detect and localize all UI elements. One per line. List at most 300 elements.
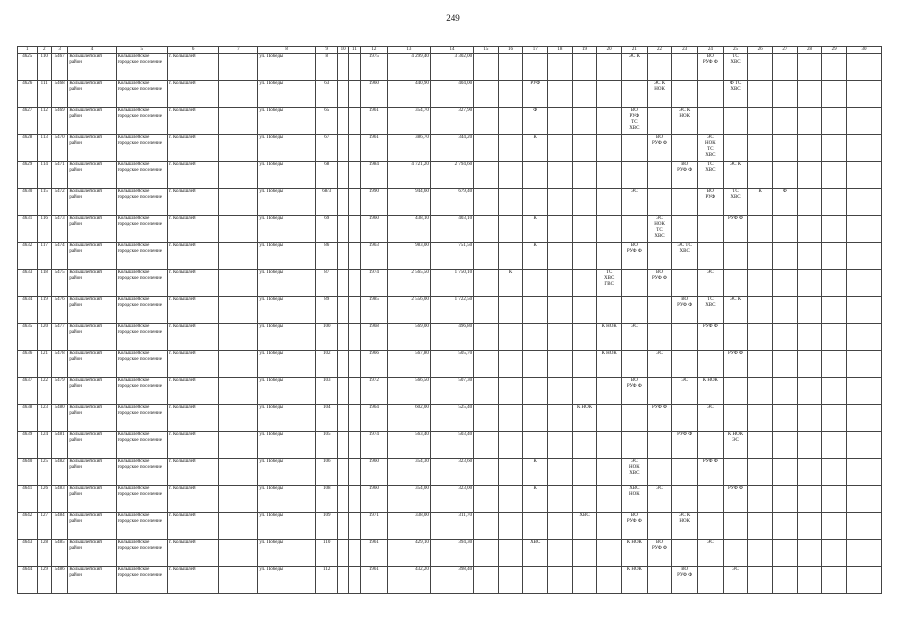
cell-col-3: 5482 xyxy=(51,459,67,486)
cell-col-21: ВО РУФ Ф xyxy=(622,243,648,270)
cell-col-22: ВО РУФ Ф xyxy=(647,270,672,297)
cell-col-19 xyxy=(572,108,597,135)
cell-col-23: ЭС ТС ХВС xyxy=(672,243,698,270)
cell-col-4: Колышлейский район xyxy=(68,486,116,513)
cell-col-8: ул. Победы xyxy=(258,567,316,594)
table-body xyxy=(18,54,882,594)
cell-col-22 xyxy=(647,189,672,216)
cell-col-9: 68 xyxy=(315,162,338,189)
cell-col-1: 4630 xyxy=(18,189,38,216)
cell-col-22 xyxy=(647,324,672,351)
table-row xyxy=(18,135,882,162)
cell-col-4: Колышлейский район xyxy=(68,54,116,81)
cell-col-21 xyxy=(622,162,648,189)
cell-col-23: ЭС К НОК xyxy=(672,513,698,540)
cell-col-29 xyxy=(822,135,847,162)
cell-col-6: г. Колышлей xyxy=(167,81,218,108)
table-row xyxy=(18,54,882,81)
cell-col-23: ВО РУФ Ф xyxy=(672,297,698,324)
cell-col-7 xyxy=(219,108,258,135)
column-header-4: 4 xyxy=(68,47,116,54)
cell-col-20: ТС ХВС ГВС xyxy=(597,270,622,297)
cell-col-7 xyxy=(219,459,258,486)
cell-col-13: 567,80 xyxy=(387,351,430,378)
cell-col-22: ЭС К НОК xyxy=(647,81,672,108)
cell-col-14: 503,40 xyxy=(430,432,473,459)
cell-col-26 xyxy=(748,378,773,405)
cell-col-20 xyxy=(597,405,622,432)
table-row xyxy=(18,567,882,594)
cell-col-28 xyxy=(797,432,822,459)
cell-col-24 xyxy=(698,351,724,378)
cell-col-2: 114 xyxy=(37,162,51,189)
cell-col-25 xyxy=(723,459,748,486)
cell-col-14: 404,00 xyxy=(430,81,473,108)
cell-col-17 xyxy=(523,162,548,189)
cell-col-14: 394,30 xyxy=(430,540,473,567)
cell-col-16 xyxy=(498,459,523,486)
cell-col-14: 403,10 xyxy=(430,216,473,243)
cell-col-16 xyxy=(498,216,523,243)
cell-col-11 xyxy=(348,540,360,567)
cell-col-9: 108 xyxy=(315,486,338,513)
cell-col-16 xyxy=(498,513,523,540)
cell-col-19 xyxy=(572,270,597,297)
cell-col-3: 5469 xyxy=(51,108,67,135)
cell-col-23 xyxy=(672,405,698,432)
cell-col-11 xyxy=(348,243,360,270)
cell-col-19 xyxy=(572,351,597,378)
cell-col-19 xyxy=(572,216,597,243)
cell-col-22 xyxy=(647,108,672,135)
cell-col-5: Колышлейское городское поселение xyxy=(116,486,167,513)
cell-col-19: К НОК xyxy=(572,405,597,432)
cell-col-25 xyxy=(723,378,748,405)
cell-col-3: 5476 xyxy=(51,297,67,324)
cell-col-16 xyxy=(498,351,523,378)
cell-col-14: 2 794,60 xyxy=(430,162,473,189)
cell-col-3: 5473 xyxy=(51,216,67,243)
cell-col-1: 4638 xyxy=(18,405,38,432)
cell-col-3: 5478 xyxy=(51,351,67,378)
cell-col-1: 4640 xyxy=(18,459,38,486)
cell-col-7 xyxy=(219,405,258,432)
cell-col-10 xyxy=(338,324,348,351)
column-header-2: 2 xyxy=(37,47,51,54)
cell-col-10 xyxy=(338,459,348,486)
cell-col-15 xyxy=(474,486,499,513)
cell-col-29 xyxy=(822,216,847,243)
column-header-7: 7 xyxy=(219,47,258,54)
table-row xyxy=(18,540,882,567)
column-header-17: 17 xyxy=(523,47,548,54)
cell-col-10 xyxy=(338,432,348,459)
cell-col-8: ул. Победы xyxy=(258,216,316,243)
cell-col-14: 398,40 xyxy=(430,567,473,594)
cell-col-11 xyxy=(348,378,360,405)
cell-col-14: 1 750,10 xyxy=(430,270,473,297)
column-header-28: 28 xyxy=(797,47,822,54)
cell-col-26 xyxy=(748,567,773,594)
cell-col-2: 121 xyxy=(37,351,51,378)
cell-col-1: 4641 xyxy=(18,486,38,513)
cell-col-21: ЭС НОК ХВС xyxy=(622,459,648,486)
cell-col-20 xyxy=(597,540,622,567)
cell-col-1: 4642 xyxy=(18,513,38,540)
cell-col-11 xyxy=(348,189,360,216)
cell-col-12: 1961 xyxy=(361,108,388,135)
cell-col-1: 4627 xyxy=(18,108,38,135)
cell-col-20 xyxy=(597,54,622,81)
cell-col-12: 1974 xyxy=(361,432,388,459)
cell-col-22 xyxy=(647,513,672,540)
cell-col-17 xyxy=(523,351,548,378)
cell-col-7 xyxy=(219,243,258,270)
cell-col-22 xyxy=(647,243,672,270)
cell-col-21: ВО РУФ Ф xyxy=(622,378,648,405)
cell-col-24: ВО РУФ xyxy=(698,189,724,216)
cell-col-5: Колышлейское городское поселение xyxy=(116,216,167,243)
column-header-30: 30 xyxy=(846,47,881,54)
column-header-19: 19 xyxy=(572,47,597,54)
cell-col-12: 1961 xyxy=(361,540,388,567)
cell-col-21 xyxy=(622,216,648,243)
cell-col-8: ул. Победы xyxy=(258,513,316,540)
cell-col-20 xyxy=(597,567,622,594)
column-header-24: 24 xyxy=(698,47,724,54)
cell-col-3: 5481 xyxy=(51,432,67,459)
cell-col-30 xyxy=(846,486,881,513)
cell-col-30 xyxy=(846,540,881,567)
cell-col-7 xyxy=(219,540,258,567)
cell-col-4: Колышлейский район xyxy=(68,351,116,378)
cell-col-21: ЭС xyxy=(622,189,648,216)
cell-col-30 xyxy=(846,270,881,297)
table-row xyxy=(18,108,882,135)
cell-col-28 xyxy=(797,108,822,135)
cell-col-7 xyxy=(219,162,258,189)
cell-col-16 xyxy=(498,81,523,108)
cell-col-18 xyxy=(548,135,573,162)
cell-col-10 xyxy=(338,162,348,189)
cell-col-24: ЭС xyxy=(698,270,724,297)
cell-col-22 xyxy=(647,432,672,459)
cell-col-24: ТС ХВС xyxy=(698,297,724,324)
cell-col-29 xyxy=(822,405,847,432)
cell-col-20 xyxy=(597,81,622,108)
cell-col-24 xyxy=(698,432,724,459)
cell-col-28 xyxy=(797,54,822,81)
cell-col-8: ул. Победы xyxy=(258,54,316,81)
column-header-13: 13 xyxy=(387,47,430,54)
cell-col-2: 125 xyxy=(37,459,51,486)
cell-col-27 xyxy=(772,486,797,513)
cell-col-22 xyxy=(647,567,672,594)
cell-col-2: 113 xyxy=(37,135,51,162)
cell-col-9: 87 xyxy=(315,270,338,297)
cell-col-21: ХВС НОК xyxy=(622,486,648,513)
cell-col-24 xyxy=(698,108,724,135)
cell-col-2: 111 xyxy=(37,81,51,108)
cell-col-28 xyxy=(797,135,822,162)
cell-col-9: 8 xyxy=(315,54,338,81)
cell-col-2: 126 xyxy=(37,486,51,513)
cell-col-26 xyxy=(748,540,773,567)
cell-col-23 xyxy=(672,54,698,81)
cell-col-5: Колышлейское городское поселение xyxy=(116,540,167,567)
cell-col-10 xyxy=(338,378,348,405)
cell-col-25: ТС ХВС xyxy=(723,189,748,216)
cell-col-25: Ф ТС ХВС xyxy=(723,81,748,108)
cell-col-29 xyxy=(822,432,847,459)
cell-col-13: 2 565,50 xyxy=(387,270,430,297)
cell-col-7 xyxy=(219,567,258,594)
cell-col-2: 124 xyxy=(37,432,51,459)
cell-col-22 xyxy=(647,459,672,486)
cell-col-7 xyxy=(219,432,258,459)
cell-col-5: Колышлейское городское поселение xyxy=(116,189,167,216)
cell-col-15 xyxy=(474,513,499,540)
cell-col-30 xyxy=(846,54,881,81)
cell-col-15 xyxy=(474,297,499,324)
cell-col-27 xyxy=(772,405,797,432)
cell-col-13: 563,40 xyxy=(387,432,430,459)
cell-col-22 xyxy=(647,162,672,189)
cell-col-26 xyxy=(748,162,773,189)
cell-col-9: 112 xyxy=(315,567,338,594)
cell-col-24 xyxy=(698,81,724,108)
cell-col-20: К НОК xyxy=(597,324,622,351)
cell-col-2: 117 xyxy=(37,243,51,270)
cell-col-5: Колышлейское городское поселение xyxy=(116,324,167,351)
cell-col-28 xyxy=(797,567,822,594)
cell-col-13: 602,00 xyxy=(387,405,430,432)
cell-col-29 xyxy=(822,567,847,594)
cell-col-16 xyxy=(498,378,523,405)
cell-col-24 xyxy=(698,243,724,270)
cell-col-11 xyxy=(348,135,360,162)
cell-col-22: ВО РУФ Ф xyxy=(647,135,672,162)
cell-col-3: 5477 xyxy=(51,324,67,351)
cell-col-20 xyxy=(597,378,622,405)
cell-col-16 xyxy=(498,162,523,189)
table-row xyxy=(18,189,882,216)
cell-col-7 xyxy=(219,270,258,297)
cell-col-13: 432,20 xyxy=(387,567,430,594)
cell-col-14: 751,50 xyxy=(430,243,473,270)
cell-col-2: 115 xyxy=(37,189,51,216)
cell-col-21 xyxy=(622,270,648,297)
cell-col-10 xyxy=(338,135,348,162)
cell-col-5: Колышлейское городское поселение xyxy=(116,432,167,459)
table-row xyxy=(18,270,882,297)
cell-col-20 xyxy=(597,216,622,243)
cell-col-5: Колышлейское городское поселение xyxy=(116,297,167,324)
cell-col-16 xyxy=(498,54,523,81)
cell-col-15 xyxy=(474,243,499,270)
column-header-27: 27 xyxy=(772,47,797,54)
cell-col-8: ул. Победы xyxy=(258,459,316,486)
cell-col-10 xyxy=(338,567,348,594)
cell-col-2: 116 xyxy=(37,216,51,243)
cell-col-10 xyxy=(338,486,348,513)
cell-col-6: г. Колышлей xyxy=(167,486,218,513)
cell-col-12: 1985 xyxy=(361,297,388,324)
cell-col-22 xyxy=(647,378,672,405)
cell-col-12: 1961 xyxy=(361,567,388,594)
cell-col-30 xyxy=(846,108,881,135)
cell-col-28 xyxy=(797,216,822,243)
cell-col-18 xyxy=(548,108,573,135)
cell-col-9: 65 xyxy=(315,108,338,135)
cell-col-24 xyxy=(698,216,724,243)
cell-col-24: ЭС xyxy=(698,405,724,432)
cell-col-26 xyxy=(748,108,773,135)
cell-col-13: 440,90 xyxy=(387,81,430,108)
cell-col-28 xyxy=(797,540,822,567)
cell-col-8: ул. Победы xyxy=(258,486,316,513)
cell-col-17 xyxy=(523,270,548,297)
cell-col-7 xyxy=(219,513,258,540)
cell-col-16 xyxy=(498,297,523,324)
cell-col-12: 1960 xyxy=(361,486,388,513)
column-header-1: 1 xyxy=(18,47,38,54)
cell-col-11 xyxy=(348,270,360,297)
cell-col-20 xyxy=(597,486,622,513)
cell-col-15 xyxy=(474,324,499,351)
cell-col-16 xyxy=(498,135,523,162)
cell-col-6: г. Колышлей xyxy=(167,270,218,297)
column-header-12: 12 xyxy=(361,47,388,54)
cell-col-11 xyxy=(348,297,360,324)
cell-col-9: 86 xyxy=(315,243,338,270)
cell-col-7 xyxy=(219,324,258,351)
cell-col-29 xyxy=(822,162,847,189)
cell-col-28 xyxy=(797,270,822,297)
cell-col-2: 128 xyxy=(37,540,51,567)
cell-col-30 xyxy=(846,405,881,432)
cell-col-16 xyxy=(498,108,523,135)
cell-col-12: 1963 xyxy=(361,243,388,270)
cell-col-28 xyxy=(797,405,822,432)
cell-col-1: 4625 xyxy=(18,54,38,81)
cell-col-2: 127 xyxy=(37,513,51,540)
cell-col-15 xyxy=(474,540,499,567)
cell-col-1: 4637 xyxy=(18,378,38,405)
cell-col-8: ул. Победы xyxy=(258,189,316,216)
cell-col-15 xyxy=(474,405,499,432)
cell-col-10 xyxy=(338,108,348,135)
cell-col-5: Колышлейское городское поселение xyxy=(116,54,167,81)
cell-col-27 xyxy=(772,513,797,540)
cell-col-1: 4628 xyxy=(18,135,38,162)
cell-col-13: 983,00 xyxy=(387,243,430,270)
cell-col-3: 5483 xyxy=(51,486,67,513)
cell-col-24: ТС ХВС xyxy=(698,162,724,189)
page-number: 249 xyxy=(446,13,460,23)
cell-col-22 xyxy=(647,54,672,81)
cell-col-8: ул. Победы xyxy=(258,81,316,108)
cell-col-22 xyxy=(647,297,672,324)
cell-col-27 xyxy=(772,459,797,486)
cell-col-8: ул. Победы xyxy=(258,135,316,162)
cell-col-6: г. Колышлей xyxy=(167,351,218,378)
cell-col-18 xyxy=(548,567,573,594)
cell-col-9: 89 xyxy=(315,297,338,324)
cell-col-13: 354,70 xyxy=(387,108,430,135)
cell-col-11 xyxy=(348,486,360,513)
cell-col-21 xyxy=(622,405,648,432)
cell-col-10 xyxy=(338,297,348,324)
cell-col-13: 438,10 xyxy=(387,216,430,243)
cell-col-15 xyxy=(474,378,499,405)
cell-col-17 xyxy=(523,297,548,324)
cell-col-18 xyxy=(548,54,573,81)
cell-col-20: К НОК xyxy=(597,351,622,378)
table-row xyxy=(18,432,882,459)
cell-col-10 xyxy=(338,216,348,243)
cell-col-9: 110 xyxy=(315,540,338,567)
cell-col-24: ЭС xyxy=(698,540,724,567)
cell-col-28 xyxy=(797,162,822,189)
cell-col-21: ВО РУФ ТС ХВС xyxy=(622,108,648,135)
cell-col-27 xyxy=(772,270,797,297)
cell-col-6: г. Колышлей xyxy=(167,324,218,351)
cell-col-27 xyxy=(772,567,797,594)
cell-col-29 xyxy=(822,513,847,540)
cell-col-19 xyxy=(572,324,597,351)
cell-col-2: 119 xyxy=(37,297,51,324)
table-row xyxy=(18,486,882,513)
cell-col-6: г. Колышлей xyxy=(167,108,218,135)
column-header-29: 29 xyxy=(822,47,847,54)
column-header-11: 11 xyxy=(348,47,360,54)
cell-col-21: К НОК xyxy=(622,567,648,594)
cell-col-26 xyxy=(748,270,773,297)
cell-col-5: Колышлейское городское поселение xyxy=(116,405,167,432)
cell-col-9: 106 xyxy=(315,459,338,486)
cell-col-23: РУФ Ф xyxy=(672,432,698,459)
cell-col-21: К НОК xyxy=(622,540,648,567)
cell-col-24 xyxy=(698,567,724,594)
cell-col-4: Колышлейский район xyxy=(68,135,116,162)
cell-col-6: г. Колышлей xyxy=(167,567,218,594)
cell-col-12: 1975 xyxy=(361,54,388,81)
cell-col-14: 496,80 xyxy=(430,324,473,351)
cell-col-9: 102 xyxy=(315,351,338,378)
cell-col-24: РУФ Ф xyxy=(698,459,724,486)
cell-col-27 xyxy=(772,216,797,243)
cell-col-19: ХВС xyxy=(572,513,597,540)
cell-col-13: 4 721,20 xyxy=(387,162,430,189)
cell-col-6: г. Колышлей xyxy=(167,378,218,405)
cell-col-30 xyxy=(846,216,881,243)
cell-col-25 xyxy=(723,135,748,162)
cell-col-11 xyxy=(348,405,360,432)
cell-col-30 xyxy=(846,297,881,324)
cell-col-23: ВО РУФ Ф xyxy=(672,567,698,594)
cell-col-15 xyxy=(474,135,499,162)
cell-col-6: г. Колышлей xyxy=(167,189,218,216)
cell-col-8: ул. Победы xyxy=(258,324,316,351)
cell-col-8: ул. Победы xyxy=(258,378,316,405)
cell-col-15 xyxy=(474,81,499,108)
table-row xyxy=(18,216,882,243)
cell-col-24 xyxy=(698,486,724,513)
cell-col-21 xyxy=(622,135,648,162)
cell-col-19 xyxy=(572,297,597,324)
cell-col-10 xyxy=(338,405,348,432)
